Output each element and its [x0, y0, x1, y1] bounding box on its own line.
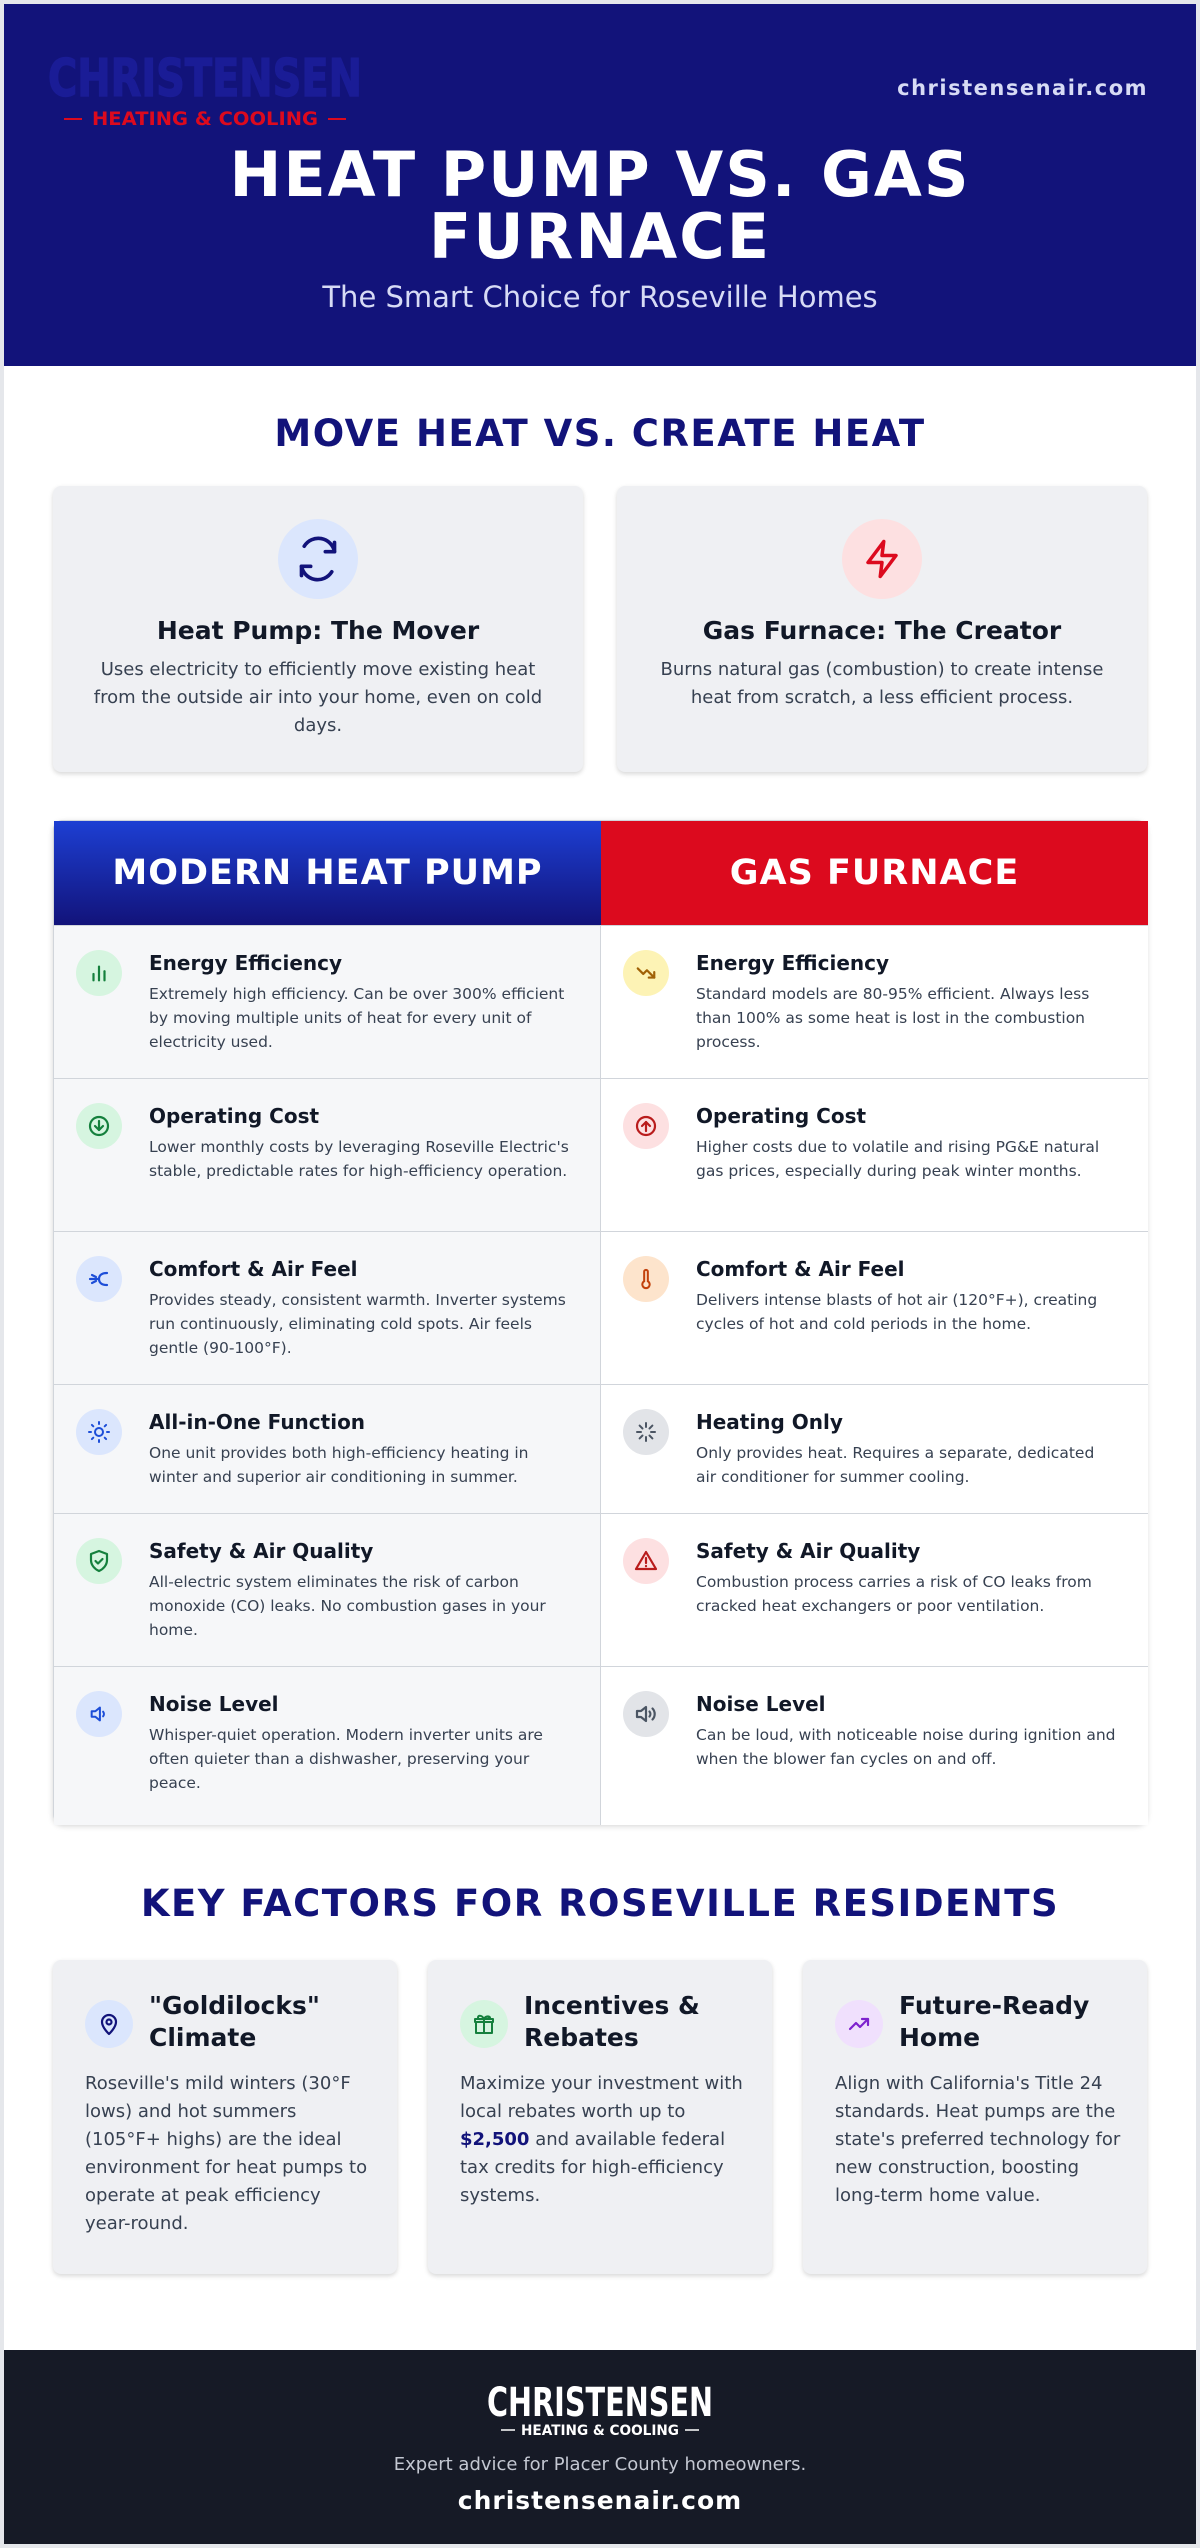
- warning-triangle-icon: [623, 1538, 669, 1584]
- cell-title: All-in-One Function: [149, 1410, 366, 1434]
- factor-text-after: and available federal tax credits for high-efficiency systems.: [460, 2129, 726, 2206]
- arrow-down-circle-icon: [76, 1103, 122, 1149]
- svg-text:HEATING & COOLING: HEATING & COOLING: [92, 108, 318, 130]
- future-ready-factor-card: [803, 1960, 1147, 2274]
- brand-logo: [48, 48, 368, 132]
- concepts-section-title: MOVE HEAT VS. CREATE HEAT: [274, 412, 926, 455]
- gas-furnace-concept-title: Gas Furnace: The Creator: [702, 616, 1062, 645]
- cell-title: Safety & Air Quality: [149, 1539, 374, 1563]
- cell-text: Can be loud, with noticeable noise during ignition and when the blower fan cycles on and off.: [696, 1726, 1116, 1768]
- gas-furnace-column-header: GAS FURNACE: [601, 821, 1148, 925]
- page-subtitle: The Smart Choice for Roseville Homes: [322, 280, 878, 314]
- cell-title: Operating Cost: [696, 1104, 867, 1128]
- page-title-line2: FURNACE: [428, 200, 772, 273]
- cell-title: Safety & Air Quality: [696, 1539, 921, 1563]
- furnace-noise-cell: [601, 1666, 1148, 1825]
- climate-factor-card: [53, 1960, 397, 2274]
- loader-icon: [623, 1409, 669, 1455]
- footer-site-link[interactable]: christensenair.com: [457, 2486, 743, 2515]
- svg-text:CHRISTENSEN: CHRISTENSEN: [487, 2380, 713, 2426]
- furnace-efficiency-cell: [601, 925, 1148, 1078]
- speaker-low-icon: [76, 1691, 122, 1737]
- factors-section-title: KEY FACTORS FOR ROSEVILLE RESIDENTS: [140, 1882, 1060, 1925]
- cell-title: Comfort & Air Feel: [696, 1257, 905, 1281]
- cell-text: Combustion process carries a risk of CO leaks from cracked heat exchangers or poor ventilation.: [696, 1573, 1092, 1615]
- furnace-comfort-cell: [601, 1231, 1148, 1384]
- page-title-line1: HEAT PUMP VS. GAS: [229, 138, 971, 211]
- trending-up-icon: [835, 2000, 883, 2048]
- page-title: [4, 138, 1196, 273]
- factor-text-before: Maximize your investment with local rebates worth up to: [460, 2073, 743, 2122]
- header: [4, 4, 1196, 366]
- incentives-factor-card: [428, 1960, 772, 2274]
- factor-text: Align with California's Title 24 standards. Heat pumps are the state's preferred technology for new construction, boosting long-term home value.: [835, 2073, 1121, 2206]
- cell-text: Whisper-quiet operation. Modern inverter units are often quieter than a dishwasher, preserving your peace.: [149, 1726, 543, 1792]
- airflow-icon: [76, 1256, 122, 1302]
- factor-text: [460, 2070, 746, 2210]
- cell-text: Lower monthly costs by leveraging Roseville Electric's stable, predictable rates for high-efficiency operation.: [149, 1138, 569, 1180]
- trending-down-icon: [623, 950, 669, 996]
- cell-title: Energy Efficiency: [696, 951, 890, 975]
- factor-title: Incentives & Rebates: [524, 1991, 700, 2052]
- heat-pump-efficiency-cell: [54, 925, 601, 1078]
- thermometer-icon: [623, 1256, 669, 1302]
- svg-text:HEATING & COOLING: HEATING & COOLING: [521, 2423, 679, 2439]
- map-pin-icon: [85, 2000, 133, 2048]
- header-site-link[interactable]: christensenair.com: [897, 76, 1148, 100]
- cell-text: Provides steady, consistent warmth. Inverter systems run continuously, eliminating cold spots. Air feels gentle (90-100°F).: [149, 1291, 566, 1357]
- cell-text: Higher costs due to volatile and rising PG&E natural gas prices, especially during peak winter months.: [696, 1138, 1100, 1180]
- cell-title: Operating Cost: [149, 1104, 320, 1128]
- infographic-page: [4, 4, 1196, 2544]
- cell-text: All-electric system eliminates the risk of carbon monoxide (CO) leaks. No combustion gases in your home.: [149, 1573, 546, 1639]
- refresh-arrows-icon: [278, 519, 358, 599]
- footer-tagline: Expert advice for Placer County homeowners.: [393, 2454, 807, 2475]
- gift-icon: [460, 2000, 508, 2048]
- furnace-safety-cell: [601, 1513, 1148, 1666]
- heat-pump-function-cell: [54, 1384, 601, 1513]
- furnace-function-cell: [601, 1384, 1148, 1513]
- heat-pump-column-header: MODERN HEAT PUMP: [54, 821, 601, 925]
- comparison-table: [53, 820, 1147, 1824]
- shield-check-icon: [76, 1538, 122, 1584]
- bar-chart-icon: [76, 950, 122, 996]
- cell-text: Delivers intense blasts of hot air (120°F+), creating cycles of hot and cold periods in the home.: [696, 1291, 1098, 1333]
- cell-title: Comfort & Air Feel: [149, 1257, 358, 1281]
- heat-pump-cost-cell: [54, 1078, 601, 1231]
- footer: [4, 2350, 1196, 2544]
- arrow-up-circle-icon: [623, 1103, 669, 1149]
- speaker-loud-icon: [623, 1691, 669, 1737]
- furnace-cost-cell: [601, 1078, 1148, 1231]
- gas-furnace-concept-text: Burns natural gas (combustion) to create intense heat from scratch, a less efficient process.: [660, 659, 1104, 708]
- gas-furnace-concept-card: [617, 486, 1147, 772]
- heat-pump-concept-text: Uses electricity to efficiently move existing heat from the outside air into your home, even on cold days.: [93, 659, 543, 736]
- cell-text: Only provides heat. Requires a separate, dedicated air conditioner for summer cooling.: [696, 1444, 1095, 1486]
- cell-title: Noise Level: [696, 1692, 826, 1716]
- cell-title: Noise Level: [149, 1692, 279, 1716]
- heat-pump-concept-title: Heat Pump: The Mover: [156, 616, 480, 645]
- svg-text:CHRISTENSEN: CHRISTENSEN: [48, 49, 362, 109]
- rebate-amount: $2,500: [460, 2129, 530, 2150]
- cell-text: One unit provides both high-efficiency heating in winter and superior air conditioning in summer.: [149, 1444, 529, 1486]
- factor-text: Roseville's mild winters (30°F lows) and hot summers (105°F+ highs) are the ideal environment for heat pumps to operate at peak efficiency year-round.: [85, 2073, 368, 2234]
- cell-text: Standard models are 80-95% efficient. Always less than 100% as some heat is lost in the combustion process.: [696, 985, 1090, 1051]
- lightning-bolt-icon: [842, 519, 922, 599]
- cell-title: Heating Only: [696, 1410, 843, 1434]
- heat-pump-noise-cell: [54, 1666, 601, 1825]
- heat-pump-comfort-cell: [54, 1231, 601, 1384]
- cell-text: Extremely high efficiency. Can be over 300% efficient by moving multiple units of heat for every unit of electricity used.: [149, 985, 565, 1051]
- factor-title: Future-Ready Home: [899, 1991, 1090, 2052]
- heat-pump-concept-card: [53, 486, 583, 772]
- cell-title: Energy Efficiency: [149, 951, 343, 975]
- heat-pump-safety-cell: [54, 1513, 601, 1666]
- footer-brand-logo: [485, 2378, 715, 2440]
- factor-title: "Goldilocks" Climate: [149, 1991, 320, 2052]
- sun-icon: [76, 1409, 122, 1455]
